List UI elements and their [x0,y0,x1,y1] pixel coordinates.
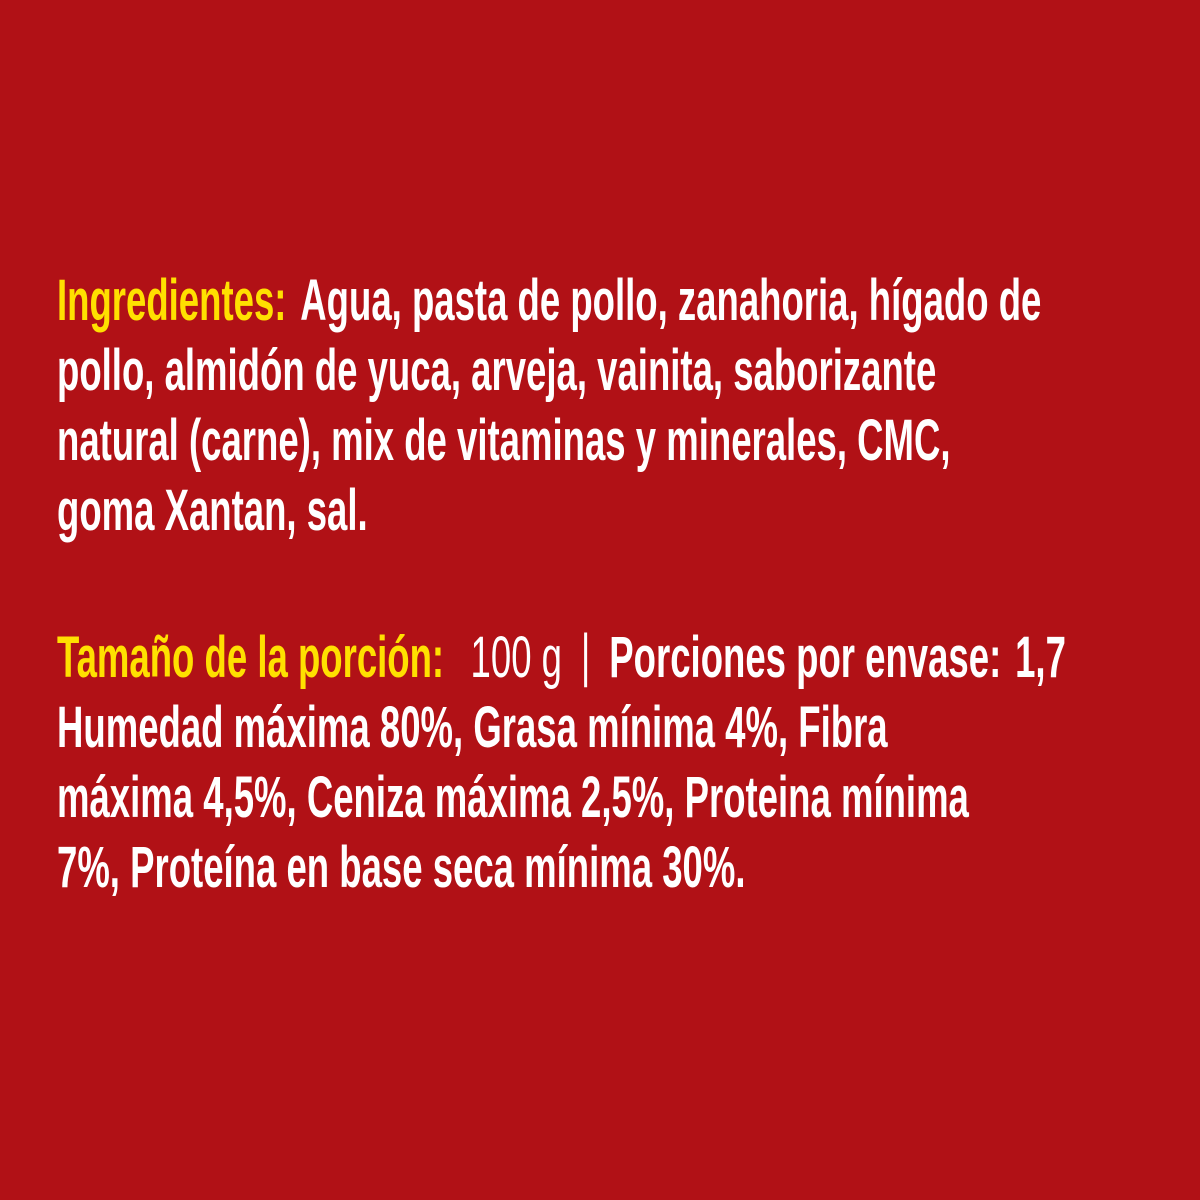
servings-per-container-label: Porciones por envase: [609,625,1002,690]
ingredients-line: pollo, almidón de yuca, arveja, vainita, saborizante [57,338,937,403]
separator-bar: | [580,623,591,688]
servings-per-container-value: 1,7 [1015,625,1066,690]
ingredients-text-part: Agua, pasta de pollo, zanahoria, hígado de [300,268,1042,333]
serving-size-label: Tamaño de la porción: [57,625,445,690]
analysis-line: Humedad máxima 80%, Grasa mínima 4%, Fibra [57,695,888,760]
ingredients-line: goma Xantan, sal. [57,478,368,543]
serving-line [57,623,1197,693]
ingredients-line [57,266,1197,336]
analysis-line: 7%, Proteína en base seca mínima 30%. [57,835,746,900]
analysis-line: máxima 4,5%, Ceniza máxima 2,5%, Proteina mínima [57,765,969,830]
ingredients-line: natural (carne), mix de vitaminas y minerales, CMC, [57,408,951,473]
serving-size-value: 100 g [470,625,563,690]
ingredients-block [57,266,1197,546]
nutrition-block [57,623,1197,903]
ingredients-label: Ingredientes: [57,268,287,333]
label-panel [57,266,1200,903]
